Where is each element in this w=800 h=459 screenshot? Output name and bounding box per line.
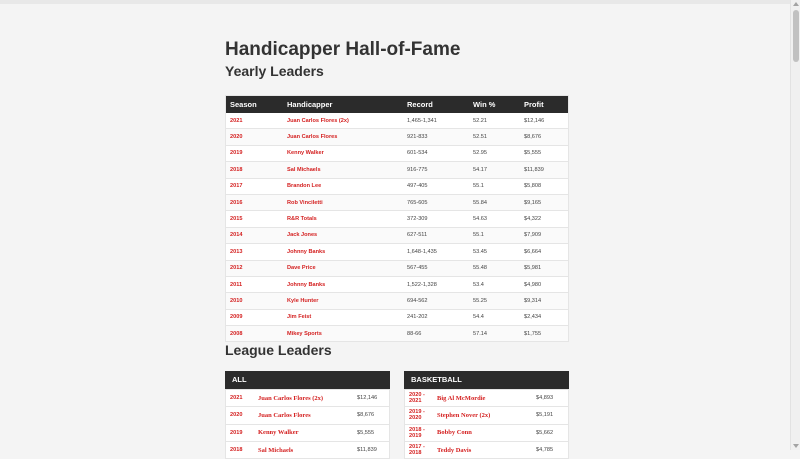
profit-cell: $5,555: [520, 145, 569, 161]
table-row: [226, 194, 569, 210]
main-content: [225, 38, 569, 342]
handicapper-link[interactable]: Kenny Walker: [254, 424, 353, 441]
handicapper-link[interactable]: Dave Price: [283, 260, 403, 276]
season-cell[interactable]: 2014: [226, 227, 284, 243]
handicapper-link[interactable]: Juan Carlos Flores (2x): [283, 113, 403, 129]
profit-cell: $5,191: [532, 407, 569, 424]
scroll-thumb[interactable]: [793, 10, 799, 62]
handicapper-link[interactable]: Juan Carlos Flores: [254, 407, 353, 424]
record-cell: 88-66: [403, 326, 469, 342]
win-pct-cell: 55.1: [469, 178, 520, 194]
col-profit[interactable]: Profit: [520, 96, 569, 114]
table-row: [226, 129, 569, 145]
handicapper-link[interactable]: Johnny Banks: [283, 244, 403, 260]
table-row: [405, 441, 569, 458]
season-link[interactable]: 2020 - 2021: [405, 390, 434, 407]
win-pct-cell: 57.14: [469, 326, 520, 342]
season-cell[interactable]: 2016: [226, 194, 284, 210]
season-link[interactable]: 2019: [226, 424, 255, 441]
season-link[interactable]: 2021: [226, 390, 255, 407]
season-cell[interactable]: 2015: [226, 211, 284, 227]
table-row: [226, 178, 569, 194]
handicapper-link[interactable]: Kyle Hunter: [283, 293, 403, 309]
handicapper-link[interactable]: Brandon Lee: [283, 178, 403, 194]
profit-cell: $12,146: [520, 113, 569, 129]
scroll-down-arrow-icon[interactable]: [793, 444, 799, 448]
handicapper-link[interactable]: Teddy Davis: [433, 441, 532, 458]
browser-top-strip: [0, 0, 800, 4]
win-pct-cell: 52.21: [469, 113, 520, 129]
table-row: [405, 424, 569, 441]
profit-cell: $4,980: [520, 276, 569, 292]
handicapper-link[interactable]: Juan Carlos Flores: [283, 129, 403, 145]
season-cell[interactable]: 2020: [226, 129, 284, 145]
table-row: [226, 407, 390, 424]
profit-cell: $5,981: [520, 260, 569, 276]
profit-cell: $12,146: [353, 390, 390, 407]
record-cell: 372-309: [403, 211, 469, 227]
season-link[interactable]: 2017 - 2018: [405, 441, 434, 458]
table-row: [226, 390, 390, 407]
record-cell: 627-511: [403, 227, 469, 243]
profit-cell: $11,839: [353, 441, 390, 458]
table-row: [226, 227, 569, 243]
yearly-header-row: [226, 96, 569, 114]
table-row: [226, 293, 569, 309]
win-pct-cell: 53.4: [469, 276, 520, 292]
win-pct-cell: 52.51: [469, 129, 520, 145]
record-cell: 241-202: [403, 309, 469, 325]
record-cell: 497-405: [403, 178, 469, 194]
win-pct-cell: 54.4: [469, 309, 520, 325]
season-link[interactable]: 2018: [226, 441, 255, 458]
profit-cell: $6,664: [520, 244, 569, 260]
win-pct-cell: 54.63: [469, 211, 520, 227]
record-cell: 1,522-1,328: [403, 276, 469, 292]
table-row: [226, 211, 569, 227]
profit-cell: $9,165: [520, 194, 569, 210]
win-pct-cell: 55.48: [469, 260, 520, 276]
record-cell: 921-833: [403, 129, 469, 145]
table-row: [226, 276, 569, 292]
record-cell: 765-605: [403, 194, 469, 210]
season-cell[interactable]: 2017: [226, 178, 284, 194]
table-row: [226, 145, 569, 161]
page-scrollbar[interactable]: [790, 0, 800, 450]
profit-cell: $8,676: [353, 407, 390, 424]
profit-cell: $7,909: [520, 227, 569, 243]
profit-cell: $4,893: [532, 390, 569, 407]
profit-cell: $1,755: [520, 326, 569, 342]
handicapper-link[interactable]: Jim Feist: [283, 309, 403, 325]
table-row: [226, 162, 569, 178]
record-cell: 601-534: [403, 145, 469, 161]
col-handicapper[interactable]: Handicapper: [283, 96, 403, 114]
handicapper-link[interactable]: Johnny Banks: [283, 276, 403, 292]
season-cell[interactable]: 2018: [226, 162, 284, 178]
table-row: [226, 244, 569, 260]
record-cell: 694-562: [403, 293, 469, 309]
profit-cell: $2,434: [520, 309, 569, 325]
league-basketball-header: BASKETBALL: [404, 371, 569, 389]
table-row: [226, 326, 569, 342]
col-win-pct[interactable]: Win %: [469, 96, 520, 114]
yearly-leaders-table: [225, 95, 569, 342]
record-cell: 567-455: [403, 260, 469, 276]
profit-cell: $5,808: [520, 178, 569, 194]
season-cell[interactable]: 2010: [226, 293, 284, 309]
record-cell: 916-775: [403, 162, 469, 178]
col-season[interactable]: Season: [226, 96, 284, 114]
handicapper-link[interactable]: Kenny Walker: [283, 145, 403, 161]
profit-cell: $11,839: [520, 162, 569, 178]
record-cell: 1,465-1,341: [403, 113, 469, 129]
win-pct-cell: 54.17: [469, 162, 520, 178]
table-row: [405, 390, 569, 407]
handicapper-link[interactable]: Stephen Nover (2x): [433, 407, 532, 424]
handicapper-link[interactable]: Jack Jones: [283, 227, 403, 243]
win-pct-cell: 52.95: [469, 145, 520, 161]
table-row: [226, 309, 569, 325]
league-basketball-table: [404, 389, 569, 459]
profit-cell: $9,314: [520, 293, 569, 309]
profit-cell: $4,785: [532, 441, 569, 458]
table-row: [226, 424, 390, 441]
scroll-up-arrow-icon[interactable]: [793, 2, 799, 6]
record-cell: 1,648-1,435: [403, 244, 469, 260]
table-row: [226, 113, 569, 129]
season-cell[interactable]: 2011: [226, 276, 284, 292]
table-row: [226, 441, 390, 458]
league-all-table: [225, 389, 390, 459]
profit-cell: $8,676: [520, 129, 569, 145]
league-all-panel: [225, 371, 390, 459]
table-row: [405, 407, 569, 424]
league-basketball-panel: [404, 371, 569, 459]
season-link[interactable]: 2018 - 2019: [405, 424, 434, 441]
profit-cell: $5,662: [532, 424, 569, 441]
handicapper-link[interactable]: R&R Totals: [283, 211, 403, 227]
win-pct-cell: 55.84: [469, 194, 520, 210]
season-cell[interactable]: 2012: [226, 260, 284, 276]
season-cell[interactable]: 2019: [226, 145, 284, 161]
col-record[interactable]: Record: [403, 96, 469, 114]
table-row: [226, 260, 569, 276]
season-link[interactable]: 2020: [226, 407, 255, 424]
win-pct-cell: 53.45: [469, 244, 520, 260]
handicapper-link[interactable]: Big Al McMordie: [433, 390, 532, 407]
league-all-header: ALL: [225, 371, 390, 389]
season-cell[interactable]: 2009: [226, 309, 284, 325]
yearly-leaders-title: Yearly Leaders: [225, 63, 324, 79]
win-pct-cell: 55.1: [469, 227, 520, 243]
handicapper-link[interactable]: Sal Michaels: [254, 441, 353, 458]
page-title: Handicapper Hall-of-Fame: [225, 39, 461, 60]
handicapper-link[interactable]: Sal Michaels: [283, 162, 403, 178]
win-pct-cell: 55.25: [469, 293, 520, 309]
handicapper-link[interactable]: Juan Carlos Flores (2x): [254, 390, 353, 407]
season-cell[interactable]: 2021: [226, 113, 284, 129]
handicapper-link[interactable]: Rob Vinciletti: [283, 194, 403, 210]
profit-cell: $5,555: [353, 424, 390, 441]
season-cell[interactable]: 2008: [226, 326, 284, 342]
profit-cell: $4,322: [520, 211, 569, 227]
handicapper-link[interactable]: Bobby Conn: [433, 424, 532, 441]
season-link[interactable]: 2019 - 2020: [405, 407, 434, 424]
season-cell[interactable]: 2013: [226, 244, 284, 260]
handicapper-link[interactable]: Mikey Sports: [283, 326, 403, 342]
league-leaders-title: League Leaders: [225, 342, 332, 358]
